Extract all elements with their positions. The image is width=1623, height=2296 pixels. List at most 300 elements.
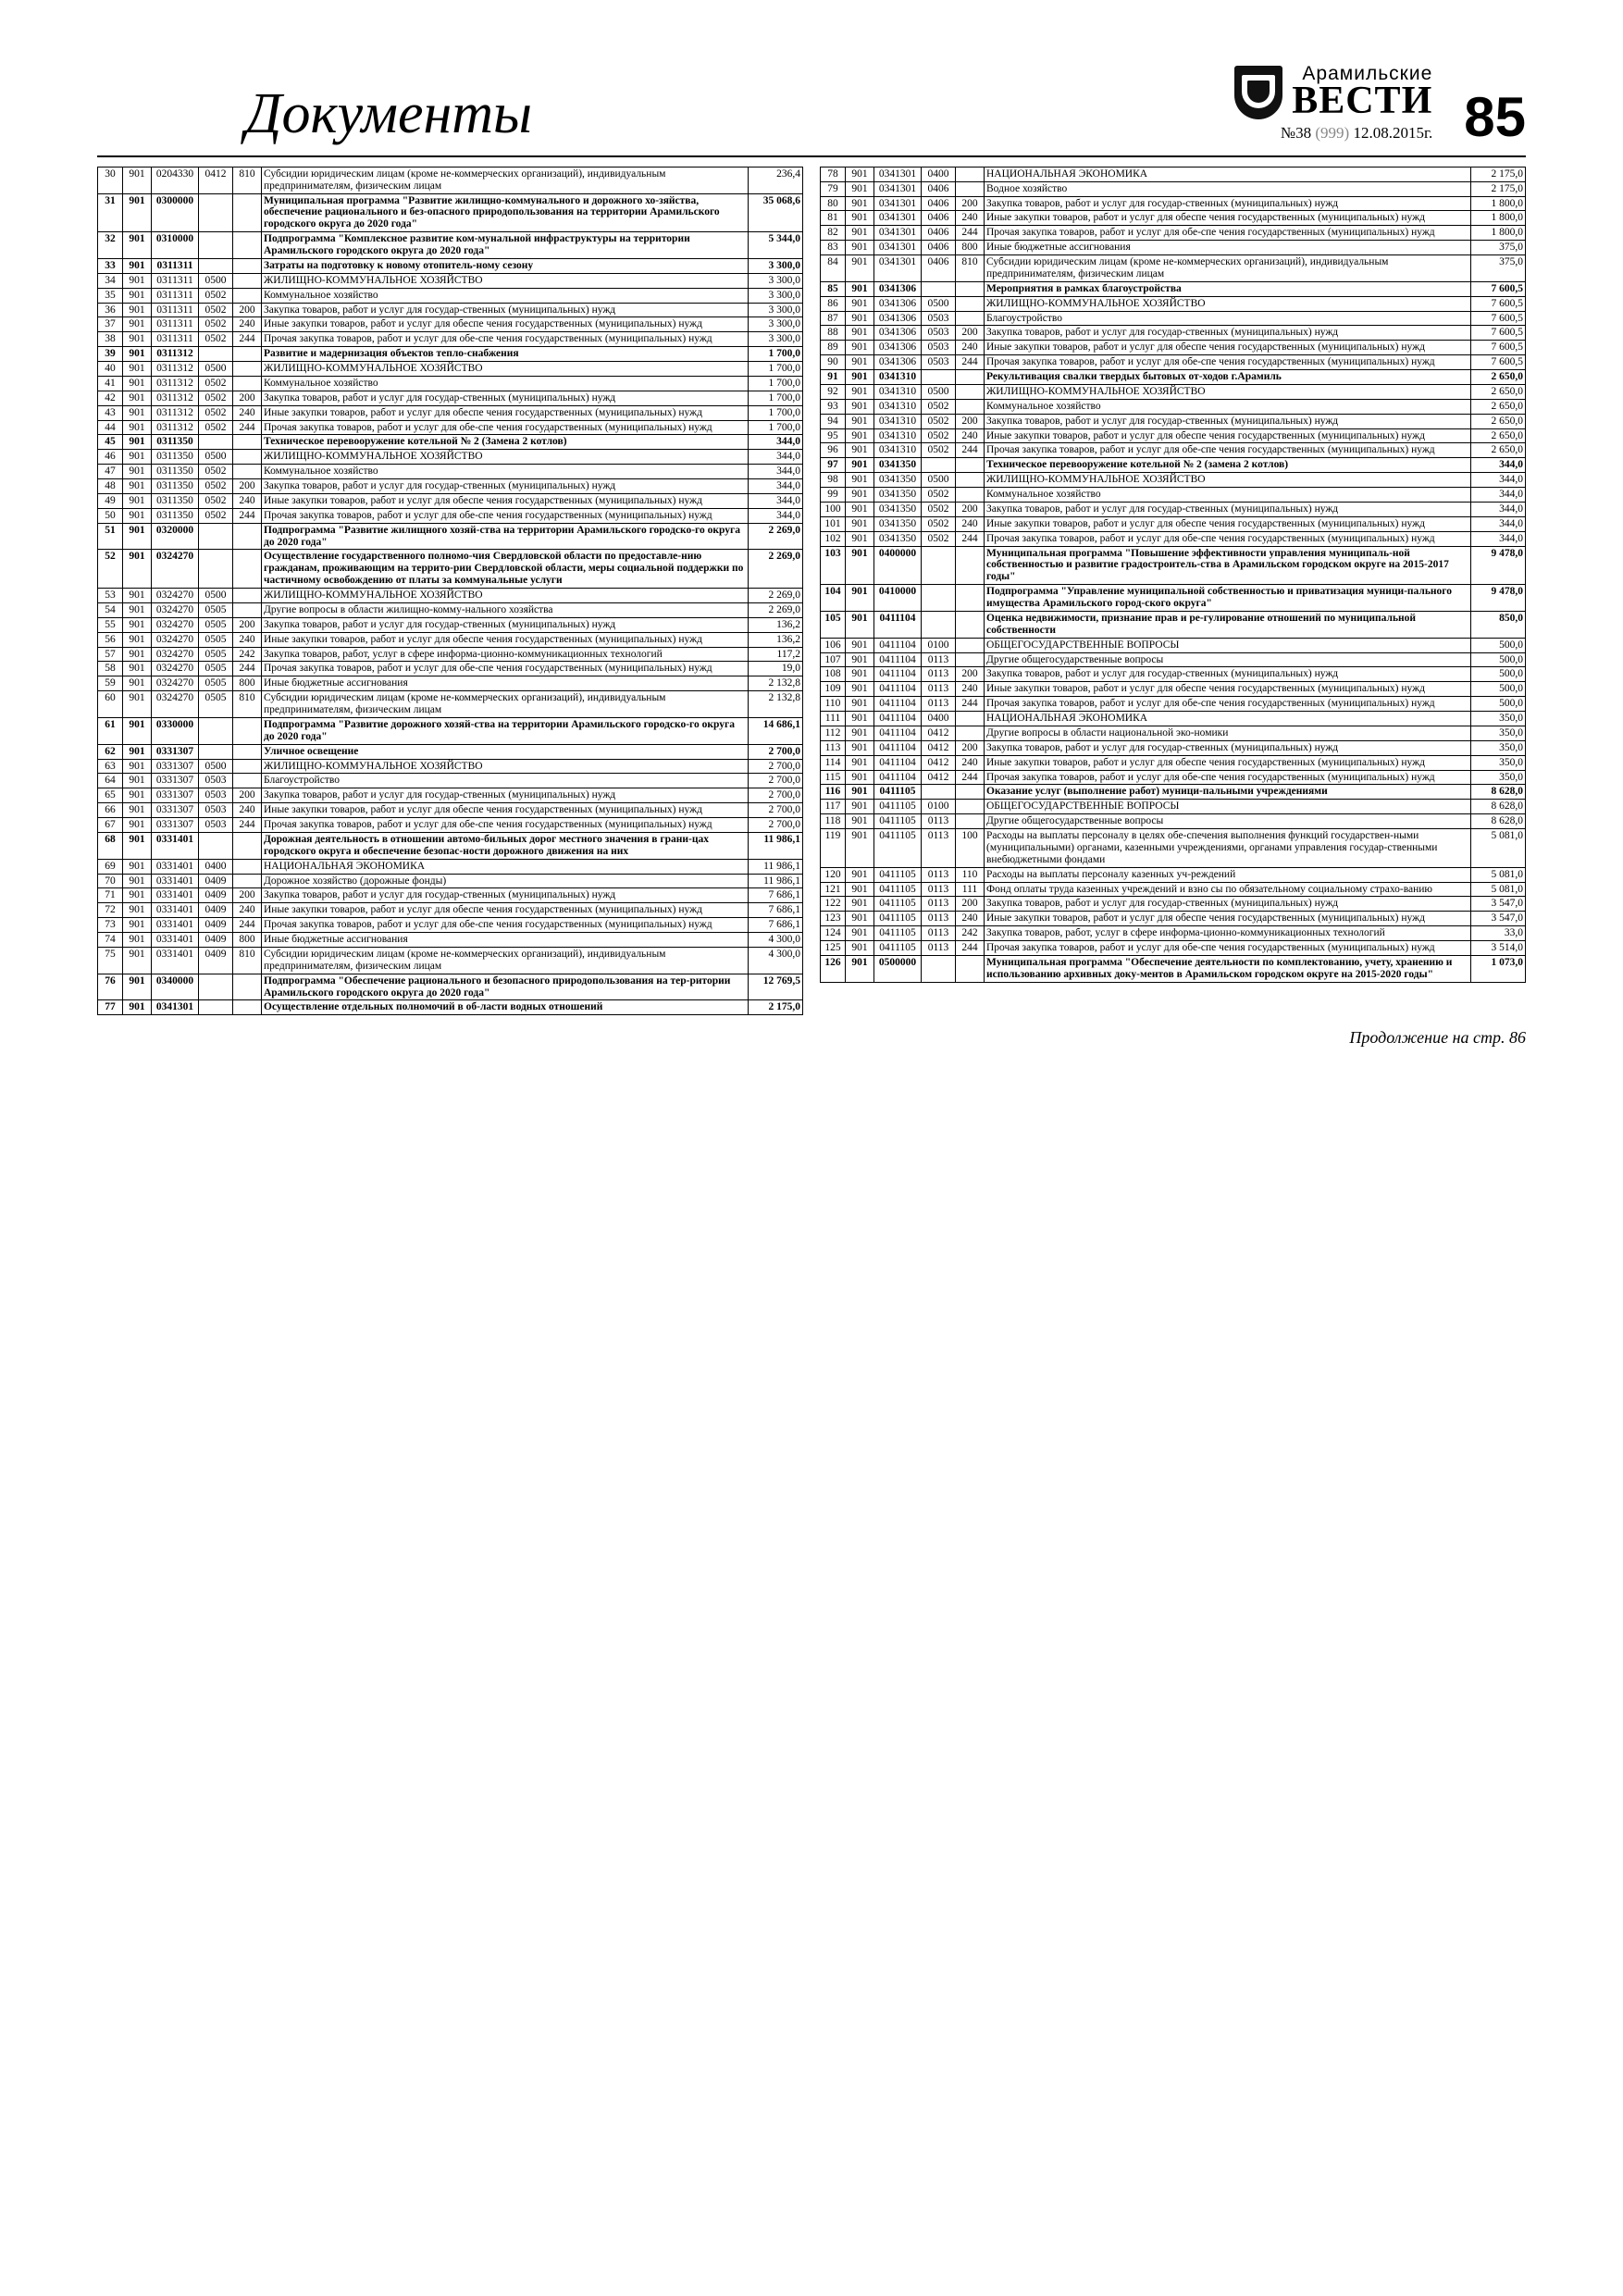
table-row bbox=[821, 255, 1526, 282]
cell-section bbox=[199, 435, 233, 450]
cell-target-code: 0331307 bbox=[152, 818, 199, 833]
cell-sum: 375,0 bbox=[1471, 255, 1526, 282]
cell-vedomstvo: 901 bbox=[123, 303, 152, 317]
cell-vedomstvo: 901 bbox=[846, 770, 874, 785]
continuation-note: Продолжение на стр. 86 bbox=[1349, 1028, 1526, 1048]
cell-expense-type: 240 bbox=[956, 516, 985, 531]
cell-section: 0505 bbox=[199, 617, 233, 632]
cell-sum: 7 600,5 bbox=[1471, 281, 1526, 296]
cell-section: 0502 bbox=[922, 488, 956, 503]
columns-wrapper bbox=[97, 167, 1526, 1016]
cell-target-code: 0204330 bbox=[152, 167, 199, 193]
row-number: 72 bbox=[98, 903, 123, 918]
cell-expense-type bbox=[956, 311, 985, 326]
cell-vedomstvo: 901 bbox=[123, 662, 152, 676]
cell-sum: 11 986,1 bbox=[749, 874, 803, 888]
row-number: 35 bbox=[98, 288, 123, 303]
cell-name: Иные закупки товаров, работ и услуг для обеспе чения государственных (муниципальных) нужд bbox=[985, 516, 1471, 531]
cell-vedomstvo: 901 bbox=[846, 955, 874, 982]
cell-expense-type bbox=[233, 465, 262, 479]
cell-target-code: 0331307 bbox=[152, 744, 199, 759]
cell-name: Развитие и мадернизация объектов тепло-снабжения bbox=[262, 347, 749, 362]
table-row bbox=[821, 281, 1526, 296]
cell-sum: 500,0 bbox=[1471, 697, 1526, 712]
cell-vedomstvo: 901 bbox=[846, 897, 874, 912]
cell-sum: 35 068,6 bbox=[749, 193, 803, 232]
cell-target-code: 0341306 bbox=[874, 281, 922, 296]
cell-name: Закупка товаров, работ и услуг для государ-ственных (муниципальных) нужд bbox=[985, 667, 1471, 682]
cell-name: НАЦИОНАЛЬНАЯ ЭКОНОМИКА bbox=[985, 167, 1471, 181]
cell-section: 0502 bbox=[922, 399, 956, 414]
cell-vedomstvo: 901 bbox=[123, 788, 152, 803]
cell-name: Закупка товаров, работ, услуг в сфере информа-ционно-коммуникационных технологий bbox=[262, 647, 749, 662]
row-number: 84 bbox=[821, 255, 846, 282]
cell-expense-type bbox=[233, 376, 262, 391]
cell-expense-type bbox=[956, 638, 985, 652]
cell-expense-type: 244 bbox=[233, 662, 262, 676]
cell-name: Техническое перевооружение котельной № 2 (Замена 2 котлов) bbox=[262, 435, 749, 450]
cell-vedomstvo: 901 bbox=[846, 926, 874, 941]
cell-expense-type: 242 bbox=[956, 926, 985, 941]
row-number: 66 bbox=[98, 803, 123, 818]
cell-name: ЖИЛИЩНО-КОММУНАЛЬНОЕ ХОЗЯЙСТВО bbox=[262, 759, 749, 774]
cell-section: 0500 bbox=[199, 759, 233, 774]
cell-target-code: 0400000 bbox=[874, 546, 922, 585]
cell-vedomstvo: 901 bbox=[123, 332, 152, 347]
cell-vedomstvo: 901 bbox=[846, 814, 874, 829]
row-number: 106 bbox=[821, 638, 846, 652]
cell-section: 0113 bbox=[922, 667, 956, 682]
cell-expense-type: 200 bbox=[956, 667, 985, 682]
row-number: 43 bbox=[98, 405, 123, 420]
row-number: 59 bbox=[98, 676, 123, 691]
table-row bbox=[98, 859, 803, 874]
cell-name: Прочая закупка товаров, работ и услуг для обе-спе чения государственных (муниципальных) нужд bbox=[262, 818, 749, 833]
cell-expense-type: 200 bbox=[233, 788, 262, 803]
cell-expense-type: 244 bbox=[233, 818, 262, 833]
cell-sum: 5 081,0 bbox=[1471, 867, 1526, 882]
cell-name: Иные закупки товаров, работ и услуг для обеспе чения государственных (муниципальных) нужд bbox=[985, 211, 1471, 226]
table-row bbox=[98, 391, 803, 405]
cell-expense-type bbox=[956, 611, 985, 638]
cell-expense-type: 200 bbox=[233, 391, 262, 405]
cell-name: Закупка товаров, работ и услуг для государ-ственных (муниципальных) нужд bbox=[985, 502, 1471, 516]
row-number: 60 bbox=[98, 691, 123, 718]
cell-target-code: 0411104 bbox=[874, 740, 922, 755]
cell-vedomstvo: 901 bbox=[123, 903, 152, 918]
cell-target-code: 0341310 bbox=[874, 414, 922, 428]
cell-sum: 33,0 bbox=[1471, 926, 1526, 941]
table-row bbox=[821, 682, 1526, 697]
table-row bbox=[98, 947, 803, 974]
cell-sum: 1 800,0 bbox=[1471, 196, 1526, 211]
cell-target-code: 0411104 bbox=[874, 667, 922, 682]
cell-sum: 3 300,0 bbox=[749, 332, 803, 347]
cell-sum: 8 628,0 bbox=[1471, 814, 1526, 829]
cell-sum: 8 628,0 bbox=[1471, 800, 1526, 814]
row-number: 78 bbox=[821, 167, 846, 181]
cell-section bbox=[922, 955, 956, 982]
cell-expense-type: 800 bbox=[233, 676, 262, 691]
cell-expense-type: 244 bbox=[956, 531, 985, 546]
cell-sum: 7 686,1 bbox=[749, 918, 803, 933]
row-number: 117 bbox=[821, 800, 846, 814]
cell-section bbox=[922, 785, 956, 800]
cell-expense-type bbox=[233, 874, 262, 888]
cell-target-code: 0340000 bbox=[152, 974, 199, 1000]
cell-target-code: 0311311 bbox=[152, 288, 199, 303]
cell-expense-type: 810 bbox=[233, 167, 262, 193]
row-number: 120 bbox=[821, 867, 846, 882]
header-divider bbox=[97, 155, 1526, 157]
table-row bbox=[98, 405, 803, 420]
cell-sum: 2 700,0 bbox=[749, 803, 803, 818]
cell-vedomstvo: 901 bbox=[123, 717, 152, 744]
cell-sum: 7 600,5 bbox=[1471, 355, 1526, 370]
cell-name: Иные бюджетные ассигнования bbox=[262, 676, 749, 691]
cell-section bbox=[922, 546, 956, 585]
cell-name: Дорожное хозяйство (дорожные фонды) bbox=[262, 874, 749, 888]
cell-name: Иные закупки товаров, работ и услуг для обеспе чения государственных (муниципальных) нужд bbox=[985, 682, 1471, 697]
budget-table-right bbox=[820, 167, 1526, 983]
cell-expense-type bbox=[956, 473, 985, 488]
cell-expense-type: 810 bbox=[233, 691, 262, 718]
cell-expense-type bbox=[233, 258, 262, 273]
cell-expense-type bbox=[956, 181, 985, 196]
row-number: 101 bbox=[821, 516, 846, 531]
cell-section: 0500 bbox=[199, 450, 233, 465]
cell-target-code: 0341350 bbox=[874, 488, 922, 503]
cell-name: Закупка товаров, работ и услуг для государ-ственных (муниципальных) нужд bbox=[985, 326, 1471, 341]
page-title: Документы bbox=[245, 81, 533, 145]
issue-number: №38 bbox=[1280, 123, 1312, 142]
cell-vedomstvo: 901 bbox=[123, 602, 152, 617]
row-number: 126 bbox=[821, 955, 846, 982]
cell-vedomstvo: 901 bbox=[123, 888, 152, 903]
row-number: 48 bbox=[98, 479, 123, 494]
cell-vedomstvo: 901 bbox=[123, 362, 152, 377]
column-right bbox=[820, 167, 1526, 983]
cell-sum: 1 700,0 bbox=[749, 347, 803, 362]
table-row bbox=[821, 458, 1526, 473]
cell-name: ЖИЛИЩНО-КОММУНАЛЬНОЕ ХОЗЯЙСТВО bbox=[262, 450, 749, 465]
table-row bbox=[821, 785, 1526, 800]
cell-vedomstvo: 901 bbox=[846, 196, 874, 211]
cell-name: Прочая закупка товаров, работ и услуг для обе-спе чения государственных (муниципальных) нужд bbox=[262, 508, 749, 523]
cell-sum: 5 081,0 bbox=[1471, 882, 1526, 897]
cell-name: Иные бюджетные ассигнования bbox=[985, 241, 1471, 255]
table-row bbox=[821, 326, 1526, 341]
row-number: 116 bbox=[821, 785, 846, 800]
table-row bbox=[98, 347, 803, 362]
cell-target-code: 0341350 bbox=[874, 531, 922, 546]
cell-sum: 500,0 bbox=[1471, 652, 1526, 667]
table-row bbox=[98, 362, 803, 377]
issue-line bbox=[1234, 124, 1432, 143]
cell-section: 0502 bbox=[199, 376, 233, 391]
cell-vedomstvo: 901 bbox=[846, 414, 874, 428]
cell-target-code: 0411104 bbox=[874, 697, 922, 712]
table-row bbox=[98, 332, 803, 347]
cell-target-code: 0331401 bbox=[152, 874, 199, 888]
cell-section: 0505 bbox=[199, 676, 233, 691]
cell-vedomstvo: 901 bbox=[123, 874, 152, 888]
cell-target-code: 0411105 bbox=[874, 882, 922, 897]
cell-target-code: 0331401 bbox=[152, 859, 199, 874]
row-number: 71 bbox=[98, 888, 123, 903]
cell-vedomstvo: 901 bbox=[846, 740, 874, 755]
table-row bbox=[98, 258, 803, 273]
cell-vedomstvo: 901 bbox=[123, 1000, 152, 1015]
cell-section: 0406 bbox=[922, 181, 956, 196]
cell-name: Осуществление отдельных полномочий в об-ласти водных отношений bbox=[262, 1000, 749, 1015]
table-row bbox=[98, 818, 803, 833]
cell-sum: 1 700,0 bbox=[749, 405, 803, 420]
cell-sum: 500,0 bbox=[1471, 682, 1526, 697]
cell-expense-type bbox=[956, 384, 985, 399]
cell-expense-type bbox=[956, 726, 985, 740]
cell-sum: 2 269,0 bbox=[749, 550, 803, 589]
table-row bbox=[98, 288, 803, 303]
row-number: 62 bbox=[98, 744, 123, 759]
cell-sum: 2 650,0 bbox=[1471, 399, 1526, 414]
cell-section: 0502 bbox=[199, 420, 233, 435]
cell-vedomstvo: 901 bbox=[846, 712, 874, 726]
cell-sum: 136,2 bbox=[749, 617, 803, 632]
row-number: 79 bbox=[821, 181, 846, 196]
table-row bbox=[98, 632, 803, 647]
cell-section: 0505 bbox=[199, 647, 233, 662]
row-number: 124 bbox=[821, 926, 846, 941]
cell-target-code: 0411105 bbox=[874, 785, 922, 800]
cell-name: Фонд оплаты труда казенных учреждений и взно сы по обязательному социальному страхо-ванию bbox=[985, 882, 1471, 897]
table-row bbox=[98, 493, 803, 508]
cell-expense-type: 810 bbox=[956, 255, 985, 282]
cell-name: Расходы на выплаты персоналу в целях обе-спечения выполнения функций государствен-ными (муниципальными) органами, казенными учреждениями, органами управления государ-ственными внебюджетными фондами bbox=[985, 829, 1471, 868]
cell-expense-type: 244 bbox=[956, 355, 985, 370]
cell-target-code: 0411105 bbox=[874, 941, 922, 956]
cell-section: 0502 bbox=[922, 502, 956, 516]
cell-vedomstvo: 901 bbox=[123, 774, 152, 788]
cell-section: 0500 bbox=[199, 589, 233, 603]
cell-sum: 2 700,0 bbox=[749, 744, 803, 759]
cell-expense-type: 200 bbox=[956, 414, 985, 428]
cell-section: 0500 bbox=[922, 384, 956, 399]
cell-vedomstvo: 901 bbox=[123, 376, 152, 391]
cell-sum: 4 300,0 bbox=[749, 933, 803, 948]
cell-vedomstvo: 901 bbox=[846, 829, 874, 868]
cell-expense-type: 240 bbox=[233, 803, 262, 818]
cell-sum: 1 700,0 bbox=[749, 362, 803, 377]
row-number: 112 bbox=[821, 726, 846, 740]
issue-date: 12.08.2015г. bbox=[1353, 123, 1433, 142]
row-number: 54 bbox=[98, 602, 123, 617]
table-row bbox=[98, 450, 803, 465]
cell-name: Закупка товаров, работ, услуг в сфере информа-ционно-коммуникационных технологий bbox=[985, 926, 1471, 941]
cell-vedomstvo: 901 bbox=[123, 832, 152, 859]
cell-vedomstvo: 901 bbox=[846, 800, 874, 814]
cell-name: Субсидии юридическим лицам (кроме не-коммерческих организаций), индивидуальным предпринимателям, физическим лицам bbox=[262, 167, 749, 193]
row-number: 53 bbox=[98, 589, 123, 603]
cell-expense-type bbox=[956, 546, 985, 585]
table-row bbox=[821, 955, 1526, 982]
table-row bbox=[821, 882, 1526, 897]
cell-target-code: 0324270 bbox=[152, 662, 199, 676]
cell-vedomstvo: 901 bbox=[846, 502, 874, 516]
cell-vedomstvo: 901 bbox=[846, 611, 874, 638]
cell-section: 0503 bbox=[199, 818, 233, 833]
cell-section bbox=[199, 832, 233, 859]
cell-target-code: 0341306 bbox=[874, 326, 922, 341]
cell-sum: 1 700,0 bbox=[749, 420, 803, 435]
cell-target-code: 0341310 bbox=[874, 443, 922, 458]
cell-vedomstvo: 901 bbox=[846, 341, 874, 355]
cell-section: 0113 bbox=[922, 652, 956, 667]
cell-expense-type bbox=[233, 602, 262, 617]
cell-sum: 2 269,0 bbox=[749, 589, 803, 603]
cell-vedomstvo: 901 bbox=[846, 181, 874, 196]
table-row bbox=[98, 759, 803, 774]
row-number: 118 bbox=[821, 814, 846, 829]
cell-vedomstvo: 901 bbox=[123, 803, 152, 818]
cell-expense-type bbox=[233, 589, 262, 603]
cell-name: Закупка товаров, работ и услуг для государ-ственных (муниципальных) нужд bbox=[985, 414, 1471, 428]
cell-sum: 344,0 bbox=[1471, 473, 1526, 488]
cell-section: 0406 bbox=[922, 255, 956, 282]
cell-sum: 344,0 bbox=[749, 508, 803, 523]
table-row bbox=[821, 652, 1526, 667]
cell-section: 0409 bbox=[199, 947, 233, 974]
row-number: 109 bbox=[821, 682, 846, 697]
row-number: 49 bbox=[98, 493, 123, 508]
table-row bbox=[821, 829, 1526, 868]
budget-table-left-body bbox=[98, 167, 803, 1015]
cell-target-code: 0341310 bbox=[874, 399, 922, 414]
row-number: 110 bbox=[821, 697, 846, 712]
row-number: 63 bbox=[98, 759, 123, 774]
cell-expense-type bbox=[956, 399, 985, 414]
cell-expense-type bbox=[233, 832, 262, 859]
cell-expense-type: 244 bbox=[233, 918, 262, 933]
cell-expense-type: 200 bbox=[956, 502, 985, 516]
cell-name: Закупка товаров, работ и услуг для государ-ственных (муниципальных) нужд bbox=[985, 897, 1471, 912]
cell-name: Коммунальное хозяйство bbox=[985, 399, 1471, 414]
table-row bbox=[98, 376, 803, 391]
cell-vedomstvo: 901 bbox=[846, 428, 874, 443]
brand-block bbox=[1234, 63, 1526, 148]
cell-target-code: 0341306 bbox=[874, 355, 922, 370]
cell-name: Иные закупки товаров, работ и услуг для обеспе чения государственных (муниципальных) нужд bbox=[985, 341, 1471, 355]
cell-target-code: 0311312 bbox=[152, 347, 199, 362]
cell-section: 0412 bbox=[922, 770, 956, 785]
cell-section: 0502 bbox=[199, 405, 233, 420]
cell-vedomstvo: 901 bbox=[846, 785, 874, 800]
cell-target-code: 0411105 bbox=[874, 897, 922, 912]
cell-section bbox=[199, 717, 233, 744]
table-row bbox=[821, 867, 1526, 882]
cell-vedomstvo: 901 bbox=[846, 255, 874, 282]
cell-section: 0503 bbox=[922, 341, 956, 355]
table-row bbox=[821, 196, 1526, 211]
table-row bbox=[821, 941, 1526, 956]
row-number: 105 bbox=[821, 611, 846, 638]
cell-expense-type bbox=[956, 955, 985, 982]
cell-vedomstvo: 901 bbox=[123, 617, 152, 632]
row-number: 40 bbox=[98, 362, 123, 377]
cell-sum: 7 600,5 bbox=[1471, 311, 1526, 326]
cell-target-code: 0341306 bbox=[874, 296, 922, 311]
cell-target-code: 0331401 bbox=[152, 918, 199, 933]
cell-name: Мероприятия в рамках благоустройства bbox=[985, 281, 1471, 296]
table-row bbox=[98, 303, 803, 317]
cell-name: Иные закупки товаров, работ и услуг для обеспе чения государственных (муниципальных) нужд bbox=[262, 317, 749, 332]
row-number: 81 bbox=[821, 211, 846, 226]
cell-section: 0503 bbox=[199, 803, 233, 818]
cell-vedomstvo: 901 bbox=[846, 211, 874, 226]
cell-target-code: 0331307 bbox=[152, 759, 199, 774]
cell-target-code: 0324270 bbox=[152, 602, 199, 617]
cell-target-code: 0331401 bbox=[152, 947, 199, 974]
row-number: 37 bbox=[98, 317, 123, 332]
cell-expense-type: 240 bbox=[956, 341, 985, 355]
cell-target-code: 0411105 bbox=[874, 800, 922, 814]
cell-name: Прочая закупка товаров, работ и услуг для обе-спе чения государственных (муниципальных) нужд bbox=[262, 918, 749, 933]
cell-expense-type: 244 bbox=[956, 226, 985, 241]
cell-name: Подпрограмма "Развитие жилищного хозяй-ства на территории Арамильского городско-го округа до 2020 года" bbox=[262, 523, 749, 550]
cell-section: 0406 bbox=[922, 196, 956, 211]
table-row bbox=[821, 341, 1526, 355]
cell-vedomstvo: 901 bbox=[846, 473, 874, 488]
cell-name: Закупка товаров, работ и услуг для государ-ственных (муниципальных) нужд bbox=[262, 479, 749, 494]
cell-sum: 1 800,0 bbox=[1471, 211, 1526, 226]
column-left bbox=[97, 167, 803, 1016]
cell-expense-type: 200 bbox=[233, 303, 262, 317]
cell-expense-type: 810 bbox=[233, 947, 262, 974]
cell-section: 0400 bbox=[199, 859, 233, 874]
cell-sum: 344,0 bbox=[749, 435, 803, 450]
cell-sum: 9 478,0 bbox=[1471, 585, 1526, 612]
cell-section: 0502 bbox=[199, 508, 233, 523]
cell-section: 0505 bbox=[199, 691, 233, 718]
cell-section: 0503 bbox=[922, 326, 956, 341]
cell-target-code: 0300000 bbox=[152, 193, 199, 232]
cell-sum: 3 300,0 bbox=[749, 303, 803, 317]
row-number: 88 bbox=[821, 326, 846, 341]
cell-section: 0400 bbox=[922, 167, 956, 181]
row-number: 76 bbox=[98, 974, 123, 1000]
table-row bbox=[821, 296, 1526, 311]
table-row bbox=[98, 550, 803, 589]
table-row bbox=[821, 740, 1526, 755]
cell-name: Муниципальная программа "Обеспечение деятельности по комплектованию, учету, хранению и использованию архивных доку-ментов в Арамильском городском округе на 2015-2020 годы" bbox=[985, 955, 1471, 982]
cell-section: 0409 bbox=[199, 933, 233, 948]
row-number: 96 bbox=[821, 443, 846, 458]
cell-vedomstvo: 901 bbox=[846, 941, 874, 956]
cell-sum: 7 686,1 bbox=[749, 888, 803, 903]
table-row bbox=[821, 311, 1526, 326]
cell-target-code: 0324270 bbox=[152, 589, 199, 603]
cell-section bbox=[922, 458, 956, 473]
table-row bbox=[821, 181, 1526, 196]
cell-section: 0412 bbox=[922, 726, 956, 740]
brand-name bbox=[1292, 65, 1432, 120]
cell-expense-type: 200 bbox=[956, 740, 985, 755]
cell-section: 0500 bbox=[922, 296, 956, 311]
cell-sum: 2 650,0 bbox=[1471, 443, 1526, 458]
cell-sum: 2 175,0 bbox=[1471, 181, 1526, 196]
table-row bbox=[98, 832, 803, 859]
cell-expense-type: 240 bbox=[956, 211, 985, 226]
